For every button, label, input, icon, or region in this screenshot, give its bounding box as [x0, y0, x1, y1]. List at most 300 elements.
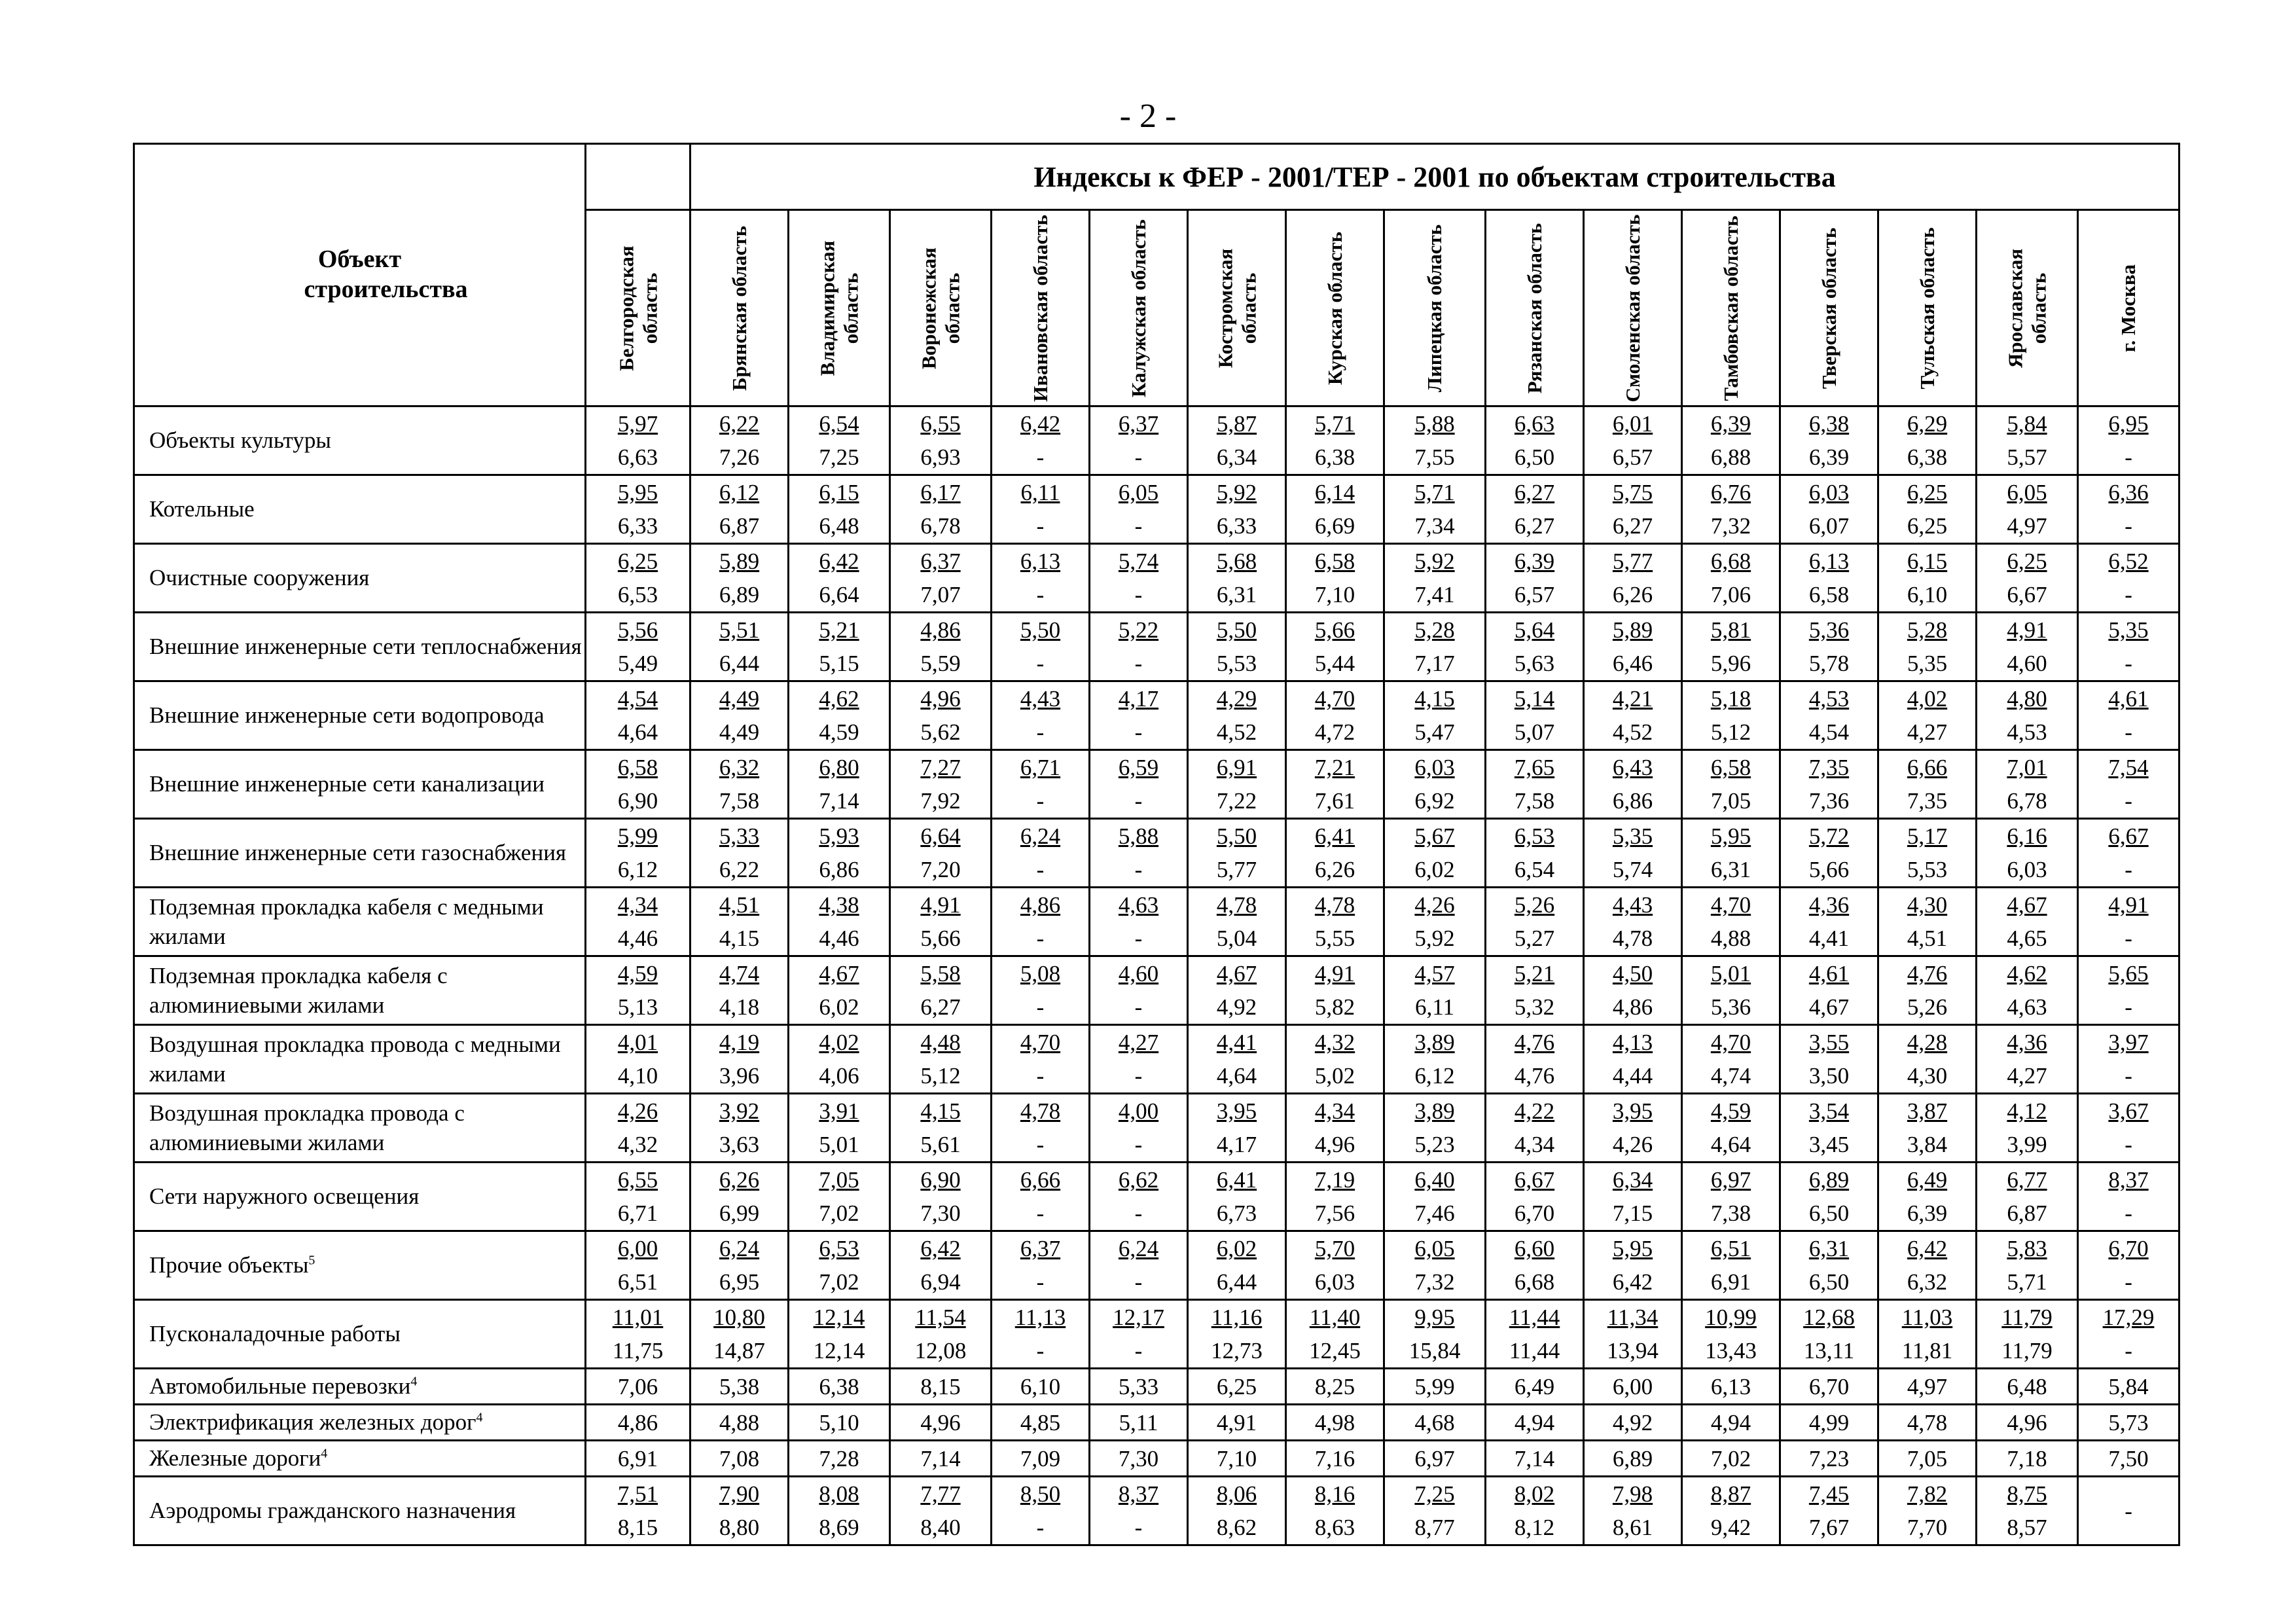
index-top: 6,13: [1020, 549, 1061, 574]
index-bottom: 3,84: [1907, 1132, 1948, 1157]
index-cell: [2078, 956, 2179, 1025]
index-top: 6,41: [1216, 1167, 1257, 1193]
index-bottom: 6,86: [819, 857, 859, 882]
region-label: Курская область: [1323, 231, 1346, 385]
index-cell: [1878, 544, 1977, 613]
index-top: 5,74: [1118, 549, 1159, 574]
index-cell: [1584, 1477, 1682, 1545]
index-cell: [1977, 819, 2078, 888]
index-bottom: 7,06: [1710, 582, 1751, 607]
index-bottom: 7,02: [819, 1269, 859, 1295]
row-name: Воздушная прокладка провода с алюминиевыми жилами: [134, 1094, 586, 1163]
index-top: 5,35: [1612, 823, 1653, 849]
index-bottom: 13,11: [1803, 1338, 1855, 1363]
index-top: 5,17: [1907, 823, 1948, 849]
index-bottom: 6,02: [819, 994, 859, 1020]
index-top: 10,80: [713, 1305, 765, 1330]
index-top: 4,59: [617, 961, 658, 986]
index-top: 4,67: [2007, 892, 2047, 918]
table-row: [134, 1300, 2179, 1369]
footnote-mark: 5: [308, 1253, 315, 1268]
index-bottom: 4,26: [1612, 1132, 1653, 1157]
index-top: 3,95: [1216, 1098, 1257, 1124]
index-top: 4,74: [719, 961, 760, 986]
index-top: 9,95: [1414, 1305, 1455, 1330]
index-bottom: 6,78: [920, 513, 961, 539]
index-cell: [586, 613, 691, 681]
index-top: 4,78: [1020, 1098, 1061, 1124]
index-bottom: -: [1134, 651, 1143, 676]
index-cell: [789, 1231, 890, 1300]
region-header: [890, 210, 992, 406]
index-cell: [1682, 819, 1780, 888]
index-cell: [1286, 1477, 1384, 1545]
index-cell: 6,38: [789, 1369, 890, 1405]
index-top: 4,27: [1118, 1030, 1159, 1055]
index-cell: 5,38: [691, 1369, 789, 1405]
index-cell: [1780, 613, 1878, 681]
index-top: 12,17: [1113, 1305, 1164, 1330]
index-cell: [586, 1025, 691, 1094]
region-label: Владимирская область: [816, 240, 862, 376]
index-cell: [1780, 1300, 1878, 1369]
index-top: 4,00: [1118, 1098, 1159, 1124]
index-bottom: 5,15: [819, 651, 859, 676]
index-top: 4,70: [1710, 1030, 1751, 1055]
index-bottom: -: [1036, 994, 1045, 1020]
index-cell: [1188, 888, 1286, 956]
region-header: [1090, 210, 1188, 406]
index-top: 6,67: [1514, 1167, 1555, 1193]
index-bottom: 12,73: [1211, 1338, 1263, 1363]
index-top: 11,13: [1014, 1305, 1066, 1330]
index-cell: [691, 956, 789, 1025]
index-top: 6,15: [1907, 549, 1948, 574]
index-bottom: 4,96: [1314, 1132, 1355, 1157]
index-top: 6,25: [617, 549, 658, 574]
index-cell: [1584, 1025, 1682, 1094]
index-cell: [1384, 1300, 1486, 1369]
index-top: 4,54: [617, 686, 658, 712]
index-bottom: -: [1134, 994, 1143, 1020]
index-top: 6,52: [2108, 549, 2149, 574]
index-top: 6,43: [1612, 755, 1653, 780]
index-cell: [1188, 1094, 1286, 1163]
index-cell: [1977, 406, 2078, 475]
index-cell: [1188, 613, 1286, 681]
index-top: 6,55: [617, 1167, 658, 1193]
index-bottom: 6,26: [1314, 857, 1355, 882]
index-cell: [789, 956, 890, 1025]
index-bottom: 5,35: [1907, 651, 1948, 676]
index-cell: [1682, 1025, 1780, 1094]
index-cell: [1188, 819, 1286, 888]
index-top: 4,43: [1612, 892, 1653, 918]
index-top: 11,16: [1211, 1305, 1263, 1330]
index-cell: [1286, 1300, 1384, 1369]
region-header: [586, 210, 691, 406]
index-top: 5,50: [1216, 617, 1257, 643]
index-cell: [1384, 956, 1486, 1025]
index-bottom: 5,12: [920, 1063, 961, 1089]
index-bottom: -: [1134, 1338, 1143, 1363]
index-cell: [1977, 1477, 2078, 1545]
index-top: 6,41: [1314, 823, 1355, 849]
index-bottom: 7,26: [719, 444, 760, 470]
index-cell: [1188, 1025, 1286, 1094]
index-cell: [1878, 750, 1977, 819]
index-cell: [1486, 956, 1584, 1025]
index-top: 6,32: [719, 755, 760, 780]
index-top: 4,91: [1314, 961, 1355, 986]
index-top: 7,77: [920, 1481, 961, 1507]
index-top: 6,29: [1907, 411, 1948, 437]
index-bottom: -: [2125, 651, 2132, 676]
index-cell: [1977, 681, 2078, 750]
index-bottom: 6,50: [1808, 1269, 1850, 1295]
region-label: Ярославская область: [2003, 248, 2050, 368]
index-bottom: 7,34: [1414, 513, 1455, 539]
index-top: 3,87: [1907, 1098, 1948, 1124]
index-cell: 6,70: [1780, 1369, 1878, 1405]
index-cell: [1486, 819, 1584, 888]
index-bottom: 8,57: [2007, 1515, 2047, 1540]
index-top: 7,90: [719, 1481, 760, 1507]
index-top: 5,50: [1020, 617, 1061, 643]
index-cell: [890, 613, 992, 681]
index-cell: [586, 681, 691, 750]
index-cell: [691, 750, 789, 819]
index-cell: [1878, 613, 1977, 681]
index-top: 4,41: [1216, 1030, 1257, 1055]
index-top: 5,99: [617, 823, 658, 849]
index-cell: [1977, 1094, 2078, 1163]
index-cell: 7,14: [890, 1441, 992, 1477]
index-cell: 6,00: [1584, 1369, 1682, 1405]
index-top: 6,38: [1808, 411, 1850, 437]
index-cell: [691, 1231, 789, 1300]
index-cell: [586, 544, 691, 613]
index-bottom: 5,92: [1414, 926, 1455, 951]
table-row: [134, 1441, 2179, 1477]
index-bottom: 4,49: [719, 719, 760, 745]
index-top: 4,86: [920, 617, 961, 643]
index-bottom: 8,69: [819, 1515, 859, 1540]
index-bottom: -: [1134, 1515, 1143, 1540]
index-bottom: 4,52: [1612, 719, 1653, 745]
index-bottom: 6,71: [617, 1200, 658, 1226]
index-top: 3,95: [1612, 1098, 1653, 1124]
index-top: 5,56: [617, 617, 658, 643]
index-top: 5,89: [719, 549, 760, 574]
index-cell: 6,89: [1584, 1441, 1682, 1477]
index-cell: 4,86: [586, 1405, 691, 1441]
index-cell: [1384, 613, 1486, 681]
index-top: 5,51: [719, 617, 760, 643]
index-bottom: 4,64: [1216, 1063, 1257, 1089]
index-bottom: 7,32: [1414, 1269, 1455, 1295]
index-top: 6,31: [1808, 1236, 1850, 1261]
index-cell: 6,91: [586, 1441, 691, 1477]
index-bottom: 5,12: [1710, 719, 1751, 745]
index-cell: [789, 1025, 890, 1094]
index-cell: [586, 956, 691, 1025]
region-label: Смоленская область: [1621, 214, 1644, 402]
index-cell: [789, 750, 890, 819]
row-name: Аэродромы гражданского назначения: [134, 1477, 586, 1545]
index-bottom: 5,02: [1314, 1063, 1355, 1089]
index-top: 5,95: [1612, 1236, 1653, 1261]
index-cell: [1878, 1300, 1977, 1369]
index-bottom: 6,92: [1414, 788, 1455, 814]
index-cell: 5,84: [2078, 1369, 2179, 1405]
index-cell: 5,99: [1384, 1369, 1486, 1405]
index-bottom: -: [2125, 582, 2132, 607]
index-bottom: 6,91: [1710, 1269, 1751, 1295]
index-cell: [1977, 1025, 2078, 1094]
index-bottom: 5,47: [1414, 719, 1455, 745]
index-cell: 7,05: [1878, 1441, 1977, 1477]
index-bottom: 7,22: [1216, 788, 1257, 814]
index-bottom: 11,81: [1901, 1338, 1953, 1363]
index-bottom: 6,50: [1514, 444, 1555, 470]
index-cell: [1286, 1025, 1384, 1094]
region-label: Ивановская область: [1028, 214, 1052, 402]
table-row: [134, 544, 2179, 613]
index-cell: [1584, 1300, 1682, 1369]
index-top: 6,34: [1612, 1167, 1653, 1193]
index-bottom: -: [1036, 719, 1045, 745]
index-cell: [789, 475, 890, 544]
table-row: [134, 1369, 2179, 1405]
row-name: Объекты культуры: [134, 406, 586, 475]
index-top: 4,78: [1216, 892, 1257, 918]
index-top: 6,60: [1514, 1236, 1555, 1261]
table-row: [134, 475, 2179, 544]
index-bottom: 5,44: [1314, 651, 1355, 676]
index-cell: [890, 475, 992, 544]
index-bottom: 4,86: [1612, 994, 1653, 1020]
index-cell: [1384, 681, 1486, 750]
index-bottom: 4,53: [2007, 719, 2047, 745]
index-cell: 4,97: [1878, 1369, 1977, 1405]
index-bottom: 6,48: [819, 513, 859, 539]
index-bottom: 4,46: [819, 926, 859, 951]
index-bottom: 12,45: [1309, 1338, 1361, 1363]
index-bottom: 6,64: [819, 582, 859, 607]
index-bottom: 4,72: [1314, 719, 1355, 745]
index-bottom: 4,27: [2007, 1063, 2047, 1089]
index-bottom: 5,96: [1710, 651, 1751, 676]
index-top: 12,68: [1803, 1305, 1855, 1330]
index-top: 4,02: [819, 1030, 859, 1055]
index-cell: [1286, 819, 1384, 888]
index-cell: 7,50: [2078, 1441, 2179, 1477]
index-top: 5,84: [2007, 411, 2047, 437]
index-bottom: 7,41: [1414, 582, 1455, 607]
index-cell: [1384, 1163, 1486, 1231]
index-top: 6,70: [2108, 1236, 2149, 1261]
index-top: 4,76: [1514, 1030, 1555, 1055]
index-bottom: 6,57: [1612, 444, 1653, 470]
index-bottom: 6,22: [719, 857, 760, 882]
index-top: 7,82: [1907, 1481, 1948, 1507]
index-top: 4,15: [1414, 686, 1455, 712]
index-cell: [1584, 544, 1682, 613]
index-cell: 4,96: [890, 1405, 992, 1441]
index-bottom: 3,50: [1808, 1063, 1850, 1089]
index-top: 6,25: [1907, 480, 1948, 505]
index-bottom: 6,58: [1808, 582, 1850, 607]
region-label: Брянская область: [727, 225, 751, 391]
index-top: 6,05: [1414, 1236, 1455, 1261]
index-bottom: 8,63: [1314, 1515, 1355, 1540]
index-top: 6,26: [719, 1167, 760, 1193]
index-top: 8,37: [2108, 1167, 2149, 1193]
index-cell: 4,78: [1878, 1405, 1977, 1441]
region-header: [1878, 210, 1977, 406]
index-bottom: 5,71: [2007, 1269, 2047, 1295]
index-cell: [1188, 1477, 1286, 1545]
index-top: 10,99: [1705, 1305, 1757, 1330]
index-cell: [1878, 1163, 1977, 1231]
index-top: 6,05: [1118, 480, 1159, 505]
index-bottom: 7,70: [1907, 1515, 1948, 1540]
index-top: 6,63: [1514, 411, 1555, 437]
index-top: 5,28: [1907, 617, 1948, 643]
index-top: 5,14: [1514, 686, 1555, 712]
index-cell: [1090, 544, 1188, 613]
index-bottom: 6,27: [1514, 513, 1555, 539]
index-top: 7,01: [2007, 755, 2047, 780]
index-bottom: 5,59: [920, 651, 961, 676]
index-cell: [586, 1300, 691, 1369]
index-cell: [1878, 475, 1977, 544]
index-cell: [992, 1477, 1090, 1545]
index-bottom: -: [1036, 1132, 1045, 1157]
region-label: Белгородская область: [614, 245, 661, 371]
index-cell: [1977, 956, 2078, 1025]
index-cell: [1682, 1163, 1780, 1231]
index-bottom: 6,88: [1710, 444, 1751, 470]
index-cell: [890, 1025, 992, 1094]
index-bottom: -: [2125, 1338, 2132, 1363]
index-bottom: -: [1036, 1269, 1045, 1295]
index-bottom: 6,70: [1514, 1200, 1555, 1226]
index-bottom: 6,12: [617, 857, 658, 882]
row-name: Прочие объекты$^5$: [134, 1231, 586, 1300]
table-row: [134, 406, 2179, 475]
index-cell: [586, 406, 691, 475]
index-cell: [1682, 1094, 1780, 1163]
index-cell: [691, 1163, 789, 1231]
index-bottom: 4,64: [617, 719, 658, 745]
index-top: 4,78: [1314, 892, 1355, 918]
index-bottom: -: [1134, 513, 1143, 539]
index-top: 4,70: [1314, 686, 1355, 712]
index-cell: [2078, 1025, 2179, 1094]
index-cell: [1188, 750, 1286, 819]
index-bottom: 4,54: [1808, 719, 1850, 745]
index-top: 6,00: [617, 1236, 658, 1261]
index-top: 5,88: [1118, 823, 1159, 849]
index-cell: 4,94: [1682, 1405, 1780, 1441]
index-bottom: -: [2125, 1269, 2132, 1295]
row-name: Воздушная прокладка провода с медными жилами: [134, 1025, 586, 1094]
table-row: [134, 888, 2179, 956]
index-top: 5,89: [1612, 617, 1653, 643]
index-top: 4,91: [2007, 617, 2047, 643]
index-cell: [1188, 1163, 1286, 1231]
index-bottom: 8,62: [1216, 1515, 1257, 1540]
index-bottom: 5,63: [1514, 651, 1555, 676]
index-top: 4,36: [1808, 892, 1850, 918]
index-bottom: 6,03: [2007, 857, 2047, 882]
index-cell: [1188, 544, 1286, 613]
index-cell: [1486, 1300, 1584, 1369]
index-cell: [1286, 406, 1384, 475]
index-cell: [1878, 819, 1977, 888]
index-cell: [1486, 544, 1584, 613]
index-top: 6,58: [1314, 549, 1355, 574]
index-cell: -: [2078, 1477, 2179, 1545]
index-bottom: 7,25: [819, 444, 859, 470]
index-top: 6,37: [1118, 411, 1159, 437]
index-top: 6,24: [1020, 823, 1061, 849]
index-bottom: 11,79: [2001, 1338, 2053, 1363]
index-cell: [789, 1477, 890, 1545]
index-bottom: 3,96: [719, 1063, 760, 1089]
index-top: 4,13: [1612, 1030, 1653, 1055]
index-top: 3,54: [1808, 1098, 1850, 1124]
index-bottom: 6,26: [1612, 582, 1653, 607]
index-cell: [1384, 406, 1486, 475]
index-cell: [992, 750, 1090, 819]
index-bottom: 6,90: [617, 788, 658, 814]
index-cell: 7,14: [1486, 1441, 1584, 1477]
index-top: 6,02: [1216, 1236, 1257, 1261]
index-cell: [2078, 1231, 2179, 1300]
region-label: Калужская область: [1126, 219, 1150, 397]
index-cell: [1878, 1025, 1977, 1094]
index-cell: [1384, 475, 1486, 544]
index-bottom: 4,17: [1216, 1132, 1257, 1157]
index-cell: [1384, 888, 1486, 956]
index-cell: [1682, 888, 1780, 956]
index-top: 4,62: [819, 686, 859, 712]
index-top: 6,97: [1710, 1167, 1751, 1193]
index-cell: [1384, 544, 1486, 613]
index-cell: [1090, 1094, 1188, 1163]
index-top: 4,59: [1710, 1098, 1751, 1124]
index-bottom: 3,99: [2007, 1132, 2047, 1157]
index-top: 5,26: [1514, 892, 1555, 918]
row-name: Очистные сооружения: [134, 544, 586, 613]
index-top: 5,68: [1216, 549, 1257, 574]
index-cell: [1486, 1231, 1584, 1300]
index-top: 7,27: [920, 755, 961, 780]
index-top: 4,50: [1612, 961, 1653, 986]
index-bottom: 6,54: [1514, 857, 1555, 882]
index-top: 5,92: [1414, 549, 1455, 574]
index-bottom: 4,44: [1612, 1063, 1653, 1089]
index-cell: [586, 1163, 691, 1231]
index-bottom: 6,38: [1907, 444, 1948, 470]
index-cell: 7,02: [1682, 1441, 1780, 1477]
index-cell: [691, 1094, 789, 1163]
index-top: 11,34: [1607, 1305, 1659, 1330]
index-cell: [1682, 681, 1780, 750]
